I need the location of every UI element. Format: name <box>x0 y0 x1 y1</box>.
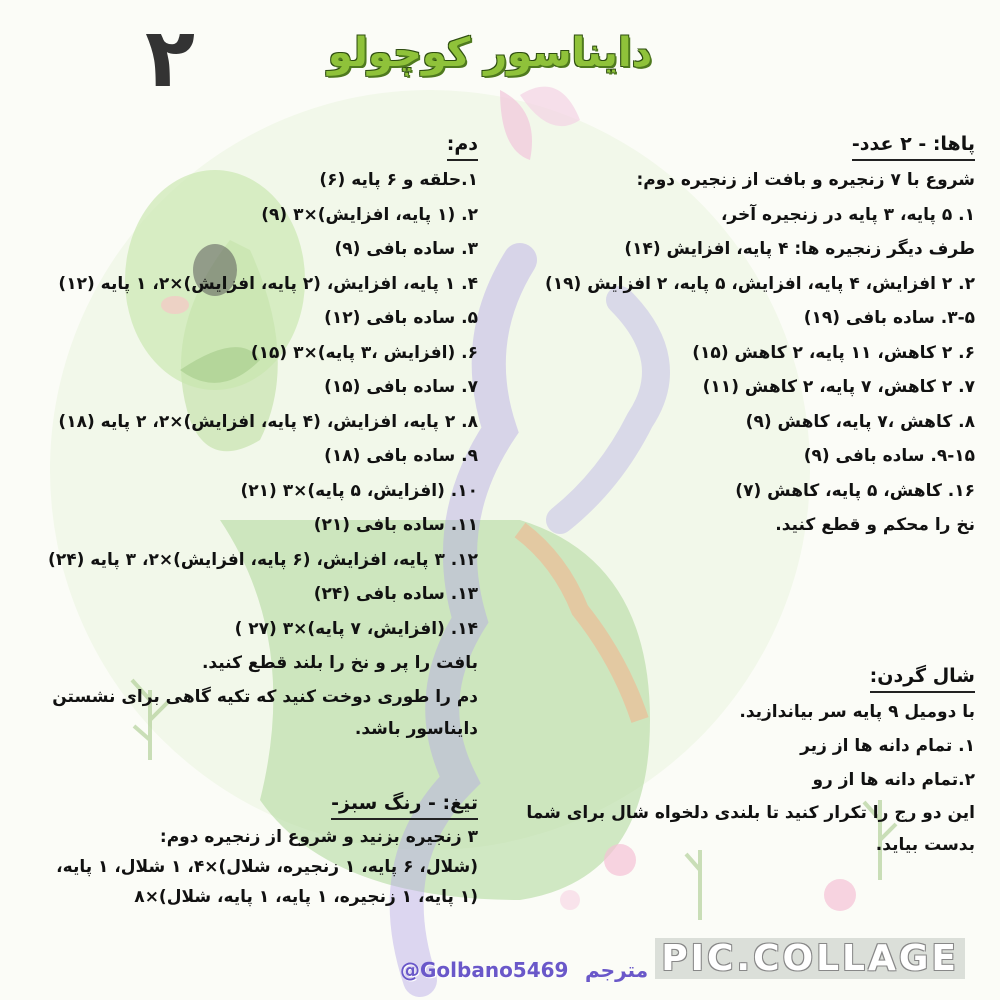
tail-row: ۱۰. (افزایش، ۵ پایه)×۳ (۲۱) <box>240 480 478 501</box>
page-title: دایناسور کوچولو <box>327 30 653 76</box>
legs-row: ۹-۱۵. ساده بافی (۹) <box>803 446 975 466</box>
tail-row: ۱.حلقه و ۶ پایه (۶) <box>319 170 478 190</box>
tail-heading: دم: <box>447 129 478 161</box>
legs-row: نخ را محکم و قطع کنید. <box>775 515 975 535</box>
tail-row: ۱۴. (افزایش، ۷ پایه)×۳ (۲۷ ) <box>234 618 478 639</box>
tail-row: دم را طوری دوخت کنید که تکیه گاهی برای نشستن دایناسور باشد. <box>52 686 478 739</box>
scarf-row: ۱. تمام دانه ها از زیر <box>800 736 975 756</box>
tail-row: ۶. (افزایش ،۳ پایه)×۳ (۱۵) <box>250 342 478 363</box>
translator-label: مترجم <box>585 958 649 982</box>
legs-section <box>505 128 975 543</box>
tail-row: ۵. ساده بافی (۱۲) <box>324 308 478 328</box>
tail-row: ۷. ساده بافی (۱۵) <box>324 377 478 397</box>
scarf-section <box>505 660 975 861</box>
tail-row: ۱۳. ساده بافی (۲۴) <box>313 584 478 604</box>
tail-section <box>8 128 478 745</box>
tail-row: ۹. ساده بافی (۱۸) <box>324 446 478 466</box>
legs-row: ۸. کاهش ،۷ پایه، کاهش (۹) <box>745 411 975 432</box>
scarf-heading: شال گردن: <box>870 661 975 693</box>
tail-row: ۱۲. ۳ پایه، افزایش، (۶ پایه، افزایش)×۲، ۳ پایه (۲۴) <box>48 549 478 570</box>
legs-row: طرف دیگر زنجیره ها: ۴ پایه، افزایش (۱۴) <box>624 239 975 259</box>
legs-row: ۳-۵. ساده بافی (۱۹) <box>803 308 975 328</box>
tail-row: بافت را پر و نخ را بلند قطع کنید. <box>201 653 478 673</box>
scarf-row: این دو رج را تکرار کنید تا بلندی دلخواه شال برای شما بدست بیاید. <box>526 803 975 855</box>
legs-heading: پاها: - ۲ عدد- <box>852 129 975 161</box>
legs-row: ۲. ۲ افزایش، ۴ پایه، افزایش، ۵ پایه، ۲ افزایش (۱۹) <box>544 273 975 294</box>
blade-row: ۳ زنجیره بزنید و شروع از زنجیره دوم: <box>159 827 478 847</box>
legs-row: ۶. ۲ کاهش، ۱۱ پایه، ۲ کاهش (۱۵) <box>692 342 975 363</box>
tail-row: ۴. ۱ پایه، افزایش، (۲ پایه، افزایش)×۲، ۱ پایه (۱۲) <box>58 273 478 294</box>
tail-row: ۳. ساده بافی (۹) <box>334 239 478 259</box>
scarf-row: با دومیل ۹ پایه سر بیاندازید. <box>739 702 975 722</box>
page-number: ۲ <box>145 11 196 106</box>
scarf-row: ۲.تمام دانه ها از رو <box>812 770 975 790</box>
legs-row: ۱۶. کاهش، ۵ پایه، کاهش (۷) <box>735 480 975 501</box>
legs-row: شروع با ۷ زنجیره و بافت از زنجیره دوم: <box>636 170 975 190</box>
blade-heading: تیغ: - رنگ سبز- <box>331 788 478 820</box>
legs-row: ۷. ۲ کاهش، ۷ پایه، ۲ کاهش (۱۱) <box>702 377 975 397</box>
tail-row: ۱۱. ساده بافی (۲۱) <box>313 515 478 535</box>
blade-section <box>8 788 478 912</box>
pic-collage-logo: PIC.COLLAGE <box>655 938 965 979</box>
blade-row: (۱ پایه، ۱ زنجیره، ۱ پایه، ۱ پایه، شلال)×۸ <box>134 887 478 907</box>
legs-row: ۱. ۵ پایه، ۳ پایه در زنجیره آخر، <box>720 204 975 225</box>
instagram-handle: @Golbano5469 <box>400 958 569 982</box>
tail-row: ۲. (۱ پایه، افزایش)×۳ (۹) <box>261 204 478 225</box>
tail-row: ۸. ۲ پایه، افزایش، (۴ پایه، افزایش)×۲، ۲ پایه (۱۸) <box>58 411 478 432</box>
blade-row: (شلال، ۶ پایه، ۱ زنجیره، شلال)×۴، ۱ شلال، ۱ پایه، <box>56 857 478 877</box>
